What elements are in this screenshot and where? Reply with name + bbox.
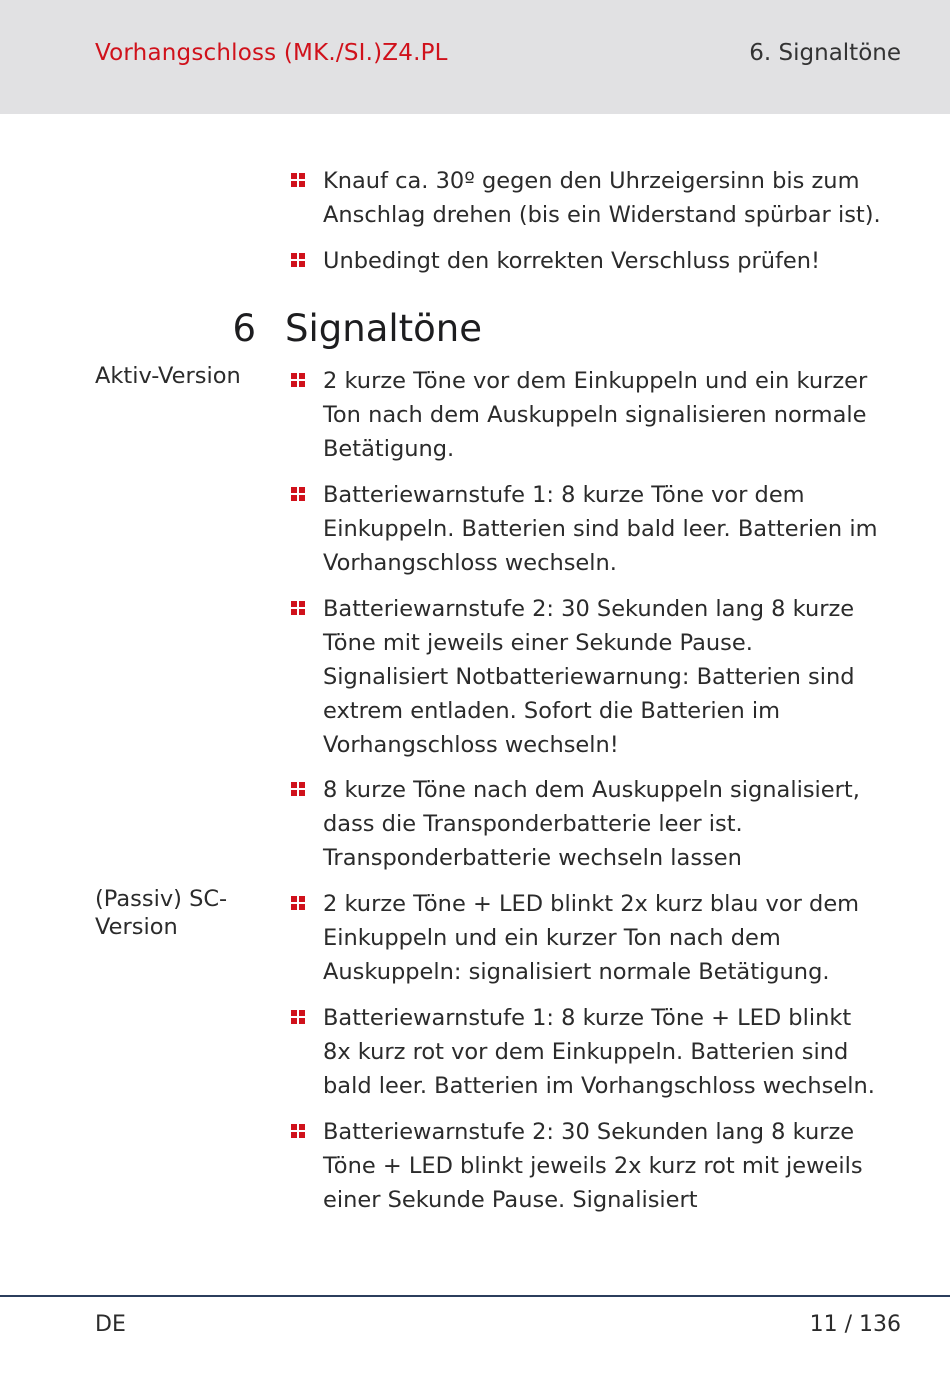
header-section-reference: 6. Signaltöne — [749, 40, 901, 66]
bullet-square-icon — [291, 601, 305, 615]
bullet-item — [291, 164, 881, 232]
bullet-square-icon — [291, 173, 305, 187]
page-header — [0, 0, 950, 114]
bullet-item — [291, 478, 881, 580]
bullet-item — [291, 773, 881, 875]
section-number: 6 — [232, 307, 256, 350]
bullet-square-icon — [291, 487, 305, 501]
bullet-text: 2 kurze Töne vor dem Einkuppeln und ein kurzer Ton nach dem Auskuppeln signalisieren normale Betätigung. — [323, 368, 868, 462]
bullet-text: Batteriewarnstufe 1: 8 kurze Töne + LED blinkt 8x kurz rot vor dem Einkuppeln. Batterien sind bald leer. Batterien im Vorhangschloss wechseln. — [323, 1005, 875, 1099]
bullet-item — [291, 592, 881, 762]
bullet-square-icon — [291, 896, 305, 910]
bullet-item — [291, 1001, 881, 1103]
bullet-item — [291, 364, 881, 466]
bullet-text: Knauf ca. 30º gegen den Uhrzeigersinn bis zum Anschlag drehen (bis ein Widerstand spürbar ist). — [323, 168, 881, 228]
bullet-item — [291, 887, 881, 989]
document-title: Vorhangschloss (MK./SI.)Z4.PL — [95, 40, 448, 66]
bullet-square-icon — [291, 1010, 305, 1024]
bullet-text: 8 kurze Töne nach dem Auskuppeln signalisiert, dass die Transponderbatterie leer ist. Transponderbatterie wechseln lassen — [323, 777, 860, 871]
passiv-sc-version-label: (Passiv) SC-Version — [95, 886, 228, 940]
bullet-item — [291, 244, 881, 278]
section-title: Signaltöne — [285, 307, 483, 350]
bullet-text: Batteriewarnstufe 2: 30 Sekunden lang 8 kurze Töne mit jeweils einer Sekunde Pause. Signalisiert Notbatteriewarnung: Batterien sind extrem entladen. Sofort die Batterien im Vorhangschloss wechseln! — [323, 596, 855, 758]
bullet-square-icon — [291, 1124, 305, 1138]
aktiv-version-label: Aktiv-Version — [95, 363, 241, 389]
bullet-item — [291, 1115, 881, 1217]
footer-divider — [0, 1295, 950, 1297]
bullet-square-icon — [291, 253, 305, 267]
bullet-square-icon — [291, 782, 305, 796]
bullet-text: 2 kurze Töne + LED blinkt 2x kurz blau vor dem Einkuppeln und ein kurzer Ton nach dem Auskuppeln: signalisiert normale Betätigung. — [323, 891, 860, 985]
bullet-text: Batteriewarnstufe 2: 30 Sekunden lang 8 kurze Töne + LED blinkt jeweils 2x kurz rot mit jeweils einer Sekunde Pause. Signalisiert — [323, 1119, 863, 1213]
bullet-square-icon — [291, 373, 305, 387]
footer-language: DE — [95, 1312, 126, 1337]
bullet-text: Unbedingt den korrekten Verschluss prüfen! — [323, 248, 821, 274]
bullet-text: Batteriewarnstufe 1: 8 kurze Töne vor dem Einkuppeln. Batterien sind bald leer. Batterien im Vorhangschloss wechseln. — [323, 482, 878, 576]
footer-page-number: 11 / 136 — [809, 1312, 901, 1337]
